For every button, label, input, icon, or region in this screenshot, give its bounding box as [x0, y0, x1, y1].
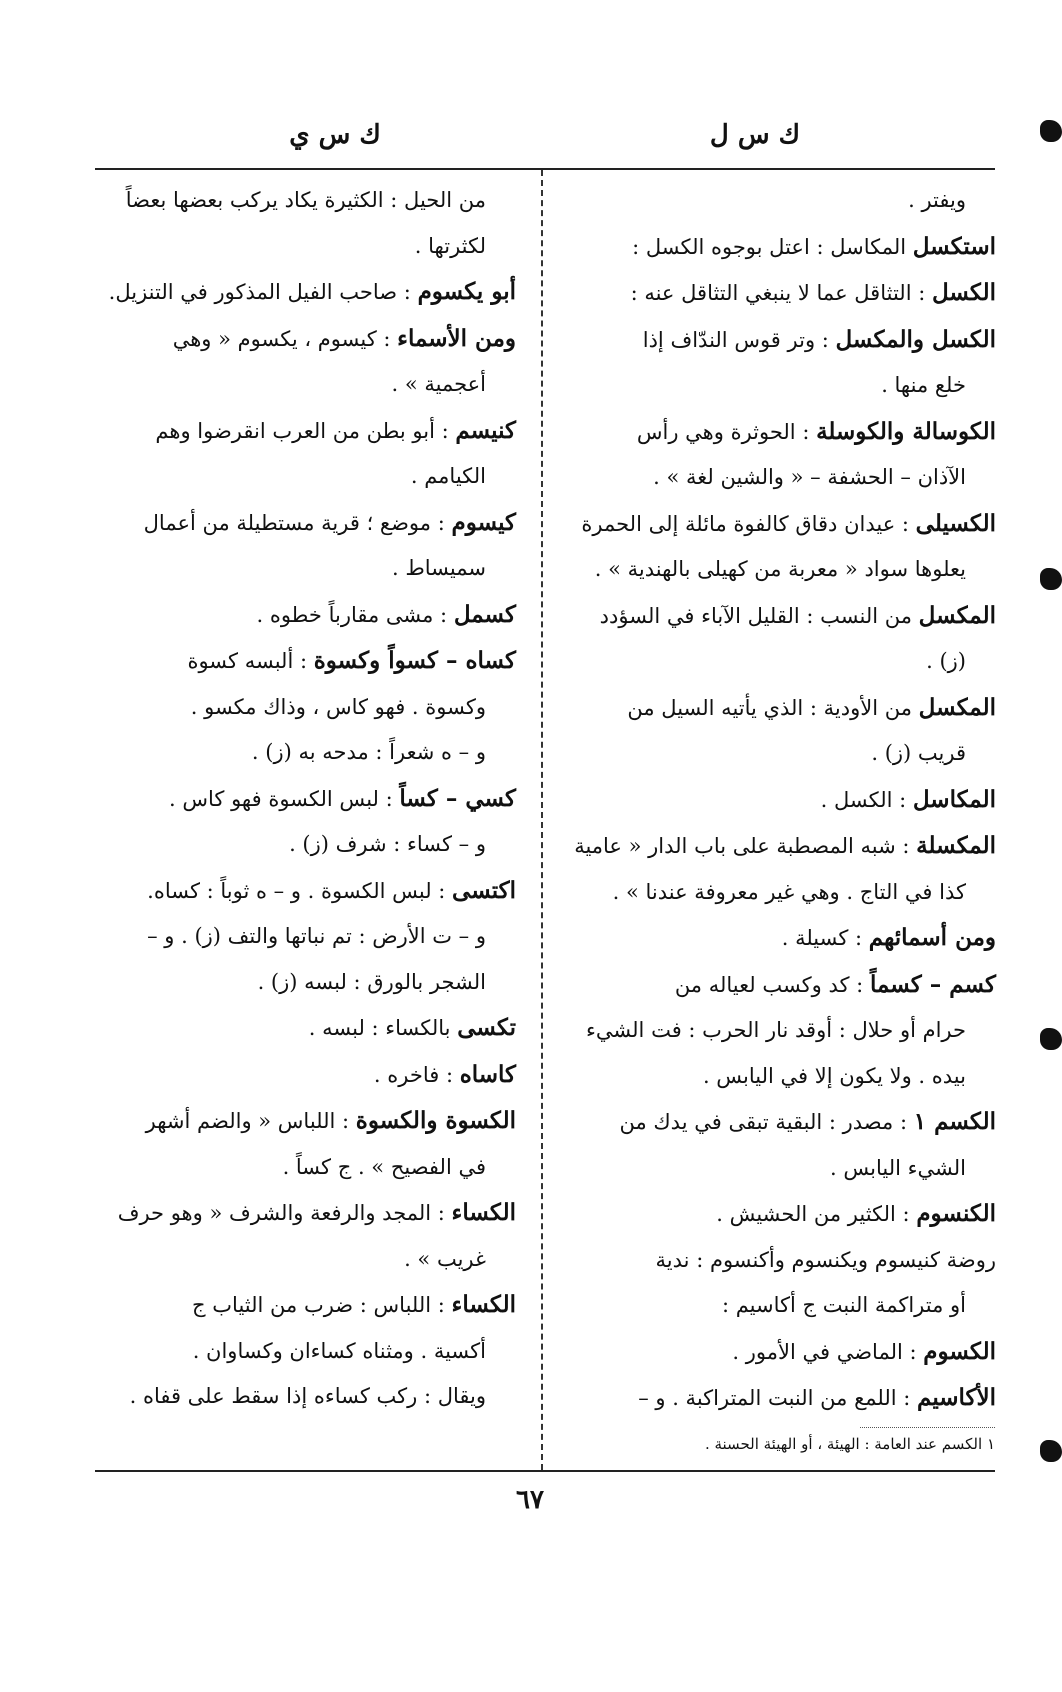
entry-line: [96, 454, 516, 500]
definition-text: و – كساء : شرف (ز) .: [289, 832, 486, 856]
entry-line: [96, 1005, 516, 1052]
headword: كاساه: [459, 1060, 516, 1088]
definition-text: و – ت الأرض : تم نباتها والتف (ز) . و –: [147, 924, 486, 948]
definition-text: روضة كنيسوم ويكنسوم وأكنسوم : ندية: [655, 1247, 996, 1272]
definition-text: : موضع ؛ قرية مستطيلة من أعمال: [143, 510, 452, 535]
entry-line: [556, 1283, 996, 1329]
definition-text: : الحوثرة وهي رأس: [636, 419, 817, 444]
entry-line: [96, 362, 516, 408]
definition-text: خلع منها .: [881, 373, 966, 397]
entry-line: [556, 1191, 996, 1238]
definition-text: كذا في التاج . وهي غير معروفة عندنا » .: [612, 879, 966, 904]
footnote: ١ الكسم عند العامة : الهيئة ، أو الهيئة الحسنة .: [704, 1435, 995, 1453]
definition-text: : الكسل .: [820, 787, 913, 812]
headword: الكسوم: [923, 1337, 996, 1365]
headword: كسمل: [453, 600, 516, 628]
headword: الكسل: [931, 279, 996, 306]
page-header-left: ك س ي: [289, 120, 381, 150]
entry-line: [556, 409, 996, 456]
entry-line: [556, 593, 996, 640]
definition-text: بالكساء : لبسه .: [308, 1016, 458, 1040]
headword: كسي – كساً: [399, 784, 516, 812]
headword: المكسل: [918, 693, 996, 721]
entry-line: [556, 270, 996, 317]
entry-line: [96, 224, 516, 270]
definition-text: من الأودية : الذي يأتيه السيل من: [627, 695, 919, 720]
entry-line: [96, 868, 516, 915]
entry-line: [556, 455, 996, 501]
definition-text: : كد وكسب لعياله من: [674, 972, 870, 997]
definition-text: : لبس الكسوة فهو كاس .: [169, 786, 400, 811]
definition-text: : الماضي في الأمور .: [732, 1339, 924, 1364]
entry-line: [556, 1375, 996, 1422]
definition-text: أكسية . ومثناه كساءان وكساوان .: [192, 1338, 486, 1363]
definition-text: الشجر بالورق : لبسه (ز) .: [257, 969, 486, 994]
entry-line: [556, 823, 996, 870]
definition-text: ويفتر .: [908, 188, 966, 212]
definition-text: : مشى مقارباً خطوه .: [256, 602, 454, 627]
headword: استكسل: [912, 232, 996, 260]
definition-text: : ألبسه كسوة: [187, 649, 314, 673]
entry-line: [556, 1146, 996, 1192]
definition-text: المكاسل : اعتل بوجوه الكسل :: [632, 234, 913, 259]
entry-line: [556, 639, 996, 685]
entry-line: [96, 1237, 516, 1283]
headword: الكسم ١: [913, 1108, 996, 1135]
entry-line: [556, 1238, 996, 1284]
definition-text: حرام أو حلال : أوقد نار الحرب : فت الشيء: [586, 1018, 966, 1042]
headword: المكسل: [918, 601, 996, 629]
definition-text: في الفصيح » . ج كساً .: [282, 1154, 486, 1179]
entry-line: [96, 500, 516, 547]
headword: كيسوم: [451, 508, 516, 536]
entry-line: [556, 777, 996, 824]
entry-line: [96, 638, 516, 685]
headword: الكنسوم: [916, 1200, 996, 1227]
headword: تكسى: [457, 1014, 516, 1041]
entry-line: [96, 1190, 516, 1237]
definition-text: : كسيلة .: [781, 926, 869, 950]
definition-text: سميساط .: [392, 556, 486, 580]
definition-text: وكسوة . فهو كاس ، وذاك مكسو .: [190, 694, 486, 719]
definition-text: قريب (ز) .: [871, 741, 966, 765]
definition-text: من النسب : القليل الآباء في السؤدد: [599, 603, 919, 628]
entry-line: [556, 501, 996, 548]
headword: كساه – كسواً وكسوة: [313, 647, 516, 674]
entry-line: [96, 685, 516, 731]
definition-text: : اللباس « والضم أشهر: [145, 1109, 356, 1133]
headword: الكساء: [451, 1199, 516, 1226]
definition-text: : وتر قوس الندّاف إذا: [642, 327, 836, 352]
entry-line: [556, 962, 996, 1009]
entry-line: [96, 316, 516, 363]
definition-text: : مصدر : البقية تبقى في يدك من: [619, 1110, 914, 1134]
headword: الكساء: [451, 1291, 516, 1318]
entry-line: [96, 592, 516, 639]
definition-text: : اللمع من النبت المتراكبة . و –: [638, 1386, 918, 1410]
entry-line: [556, 1329, 996, 1376]
entry-line: [96, 1374, 516, 1420]
definition-text: (ز) .: [926, 649, 966, 673]
definition-text: : عيدان دقاق كالفوة مائلة إلى الحمرة: [581, 511, 916, 536]
definition-text: : أبو بطن من العرب انقرضوا وهم: [155, 418, 456, 443]
page-number: ٦٧: [516, 1485, 544, 1515]
footnote-rule: [860, 1427, 995, 1428]
headword: اكتسى: [452, 876, 516, 904]
headword: المكسلة: [916, 832, 996, 859]
left-column: [96, 178, 516, 1420]
scan-edge-mark: [1040, 120, 1062, 142]
definition-text: و – ه شعراً : مدحه به (ز) .: [251, 740, 486, 764]
entry-line: [556, 224, 996, 271]
definition-text: أعجمية » .: [391, 372, 486, 396]
column-divider: [541, 170, 543, 1470]
entry-line: [96, 730, 516, 776]
entry-line: [96, 1145, 516, 1191]
entry-line: [96, 1052, 516, 1099]
entry-line: [96, 822, 516, 868]
header-rule: [95, 168, 995, 170]
definition-text: : المجد والرفعة والشرف « وهو حرف: [117, 1201, 452, 1225]
headword: الكوسالة والكوسلة: [816, 417, 996, 445]
definition-text: لكثرتها .: [414, 233, 486, 258]
definition-text: الكيامم .: [410, 464, 486, 488]
entry-line: [556, 685, 996, 732]
definition-text: : شبه المصطبة على باب الدار « عامية: [574, 834, 917, 858]
page-header-right: ك س ل: [709, 120, 801, 150]
entry-line: [96, 960, 516, 1006]
definition-text: بيده . ولا يكون إلا في اليابس .: [702, 1063, 966, 1088]
headword: ومن أسمائهم: [868, 924, 996, 951]
definition-text: الآذان – الحشفة – « والشين لغة » .: [653, 465, 966, 489]
entry-line: [556, 915, 996, 962]
headword: أبو يكسوم: [417, 278, 516, 305]
definition-text: : كيسوم ، يكسوم « وهي: [172, 326, 398, 351]
scan-edge-mark: [1040, 568, 1062, 590]
entry-line: [556, 731, 996, 777]
definition-text: : لبس الكسوة . و – ه ثوباً : كساه.: [147, 878, 453, 903]
headword: المكاسل: [912, 785, 996, 813]
definition-text: : فاخره .: [373, 1062, 460, 1087]
definition-text: يعلوها سواد « معربة من كهيلى بالهندية » .: [594, 557, 966, 581]
definition-text: : صاحب الفيل المذكور في التنزيل.: [108, 280, 418, 304]
entry-line: [96, 178, 516, 224]
entry-line: [556, 1008, 996, 1054]
entry-line: [556, 547, 996, 593]
entry-line: [556, 1099, 996, 1146]
entry-line: [556, 1054, 996, 1100]
entry-line: [96, 1282, 516, 1329]
scan-edge-mark: [1040, 1440, 1062, 1462]
entry-line: [96, 1329, 516, 1375]
footer-rule: [95, 1470, 995, 1472]
definition-text: : التثاقل عما لا ينبغي التثاقل عنه :: [630, 281, 932, 305]
definition-text: : الكثير من الحشيش .: [716, 1202, 917, 1226]
definition-text: أو متراكمة النبت ج أكاسيم :: [721, 1293, 966, 1317]
entry-line: [556, 178, 996, 224]
definition-text: الشيء اليابس .: [830, 1155, 966, 1180]
headword: ومن الأسماء: [397, 324, 516, 352]
headword: الكسيلى: [915, 509, 996, 537]
entry-line: [96, 914, 516, 960]
entry-line: [96, 546, 516, 592]
entry-line: [96, 1098, 516, 1145]
entry-line: [556, 363, 996, 409]
headword: الكسل والمكسل: [835, 325, 996, 353]
entry-line: [96, 408, 516, 455]
entry-line: [96, 776, 516, 823]
entry-line: [96, 269, 516, 316]
headword: الكسوة والكسوة: [355, 1107, 516, 1134]
definition-text: : اللباس : ضرب من الثياب ج: [192, 1293, 452, 1317]
entry-line: [556, 870, 996, 916]
right-column: [556, 178, 996, 1422]
definition-text: غريب » .: [404, 1246, 486, 1271]
headword: كسم – كسماً: [869, 970, 996, 998]
headword: الأكاسيم: [917, 1384, 996, 1411]
definition-text: ويقال : ركب كساءه إذا سقط على قفاه .: [129, 1384, 486, 1408]
entry-line: [556, 317, 996, 364]
scan-edge-mark: [1040, 1028, 1062, 1050]
definition-text: من الحيل : الكثيرة يكاد يركب بعضها بعضاً: [125, 188, 486, 212]
headword: كنيسم: [455, 416, 516, 444]
